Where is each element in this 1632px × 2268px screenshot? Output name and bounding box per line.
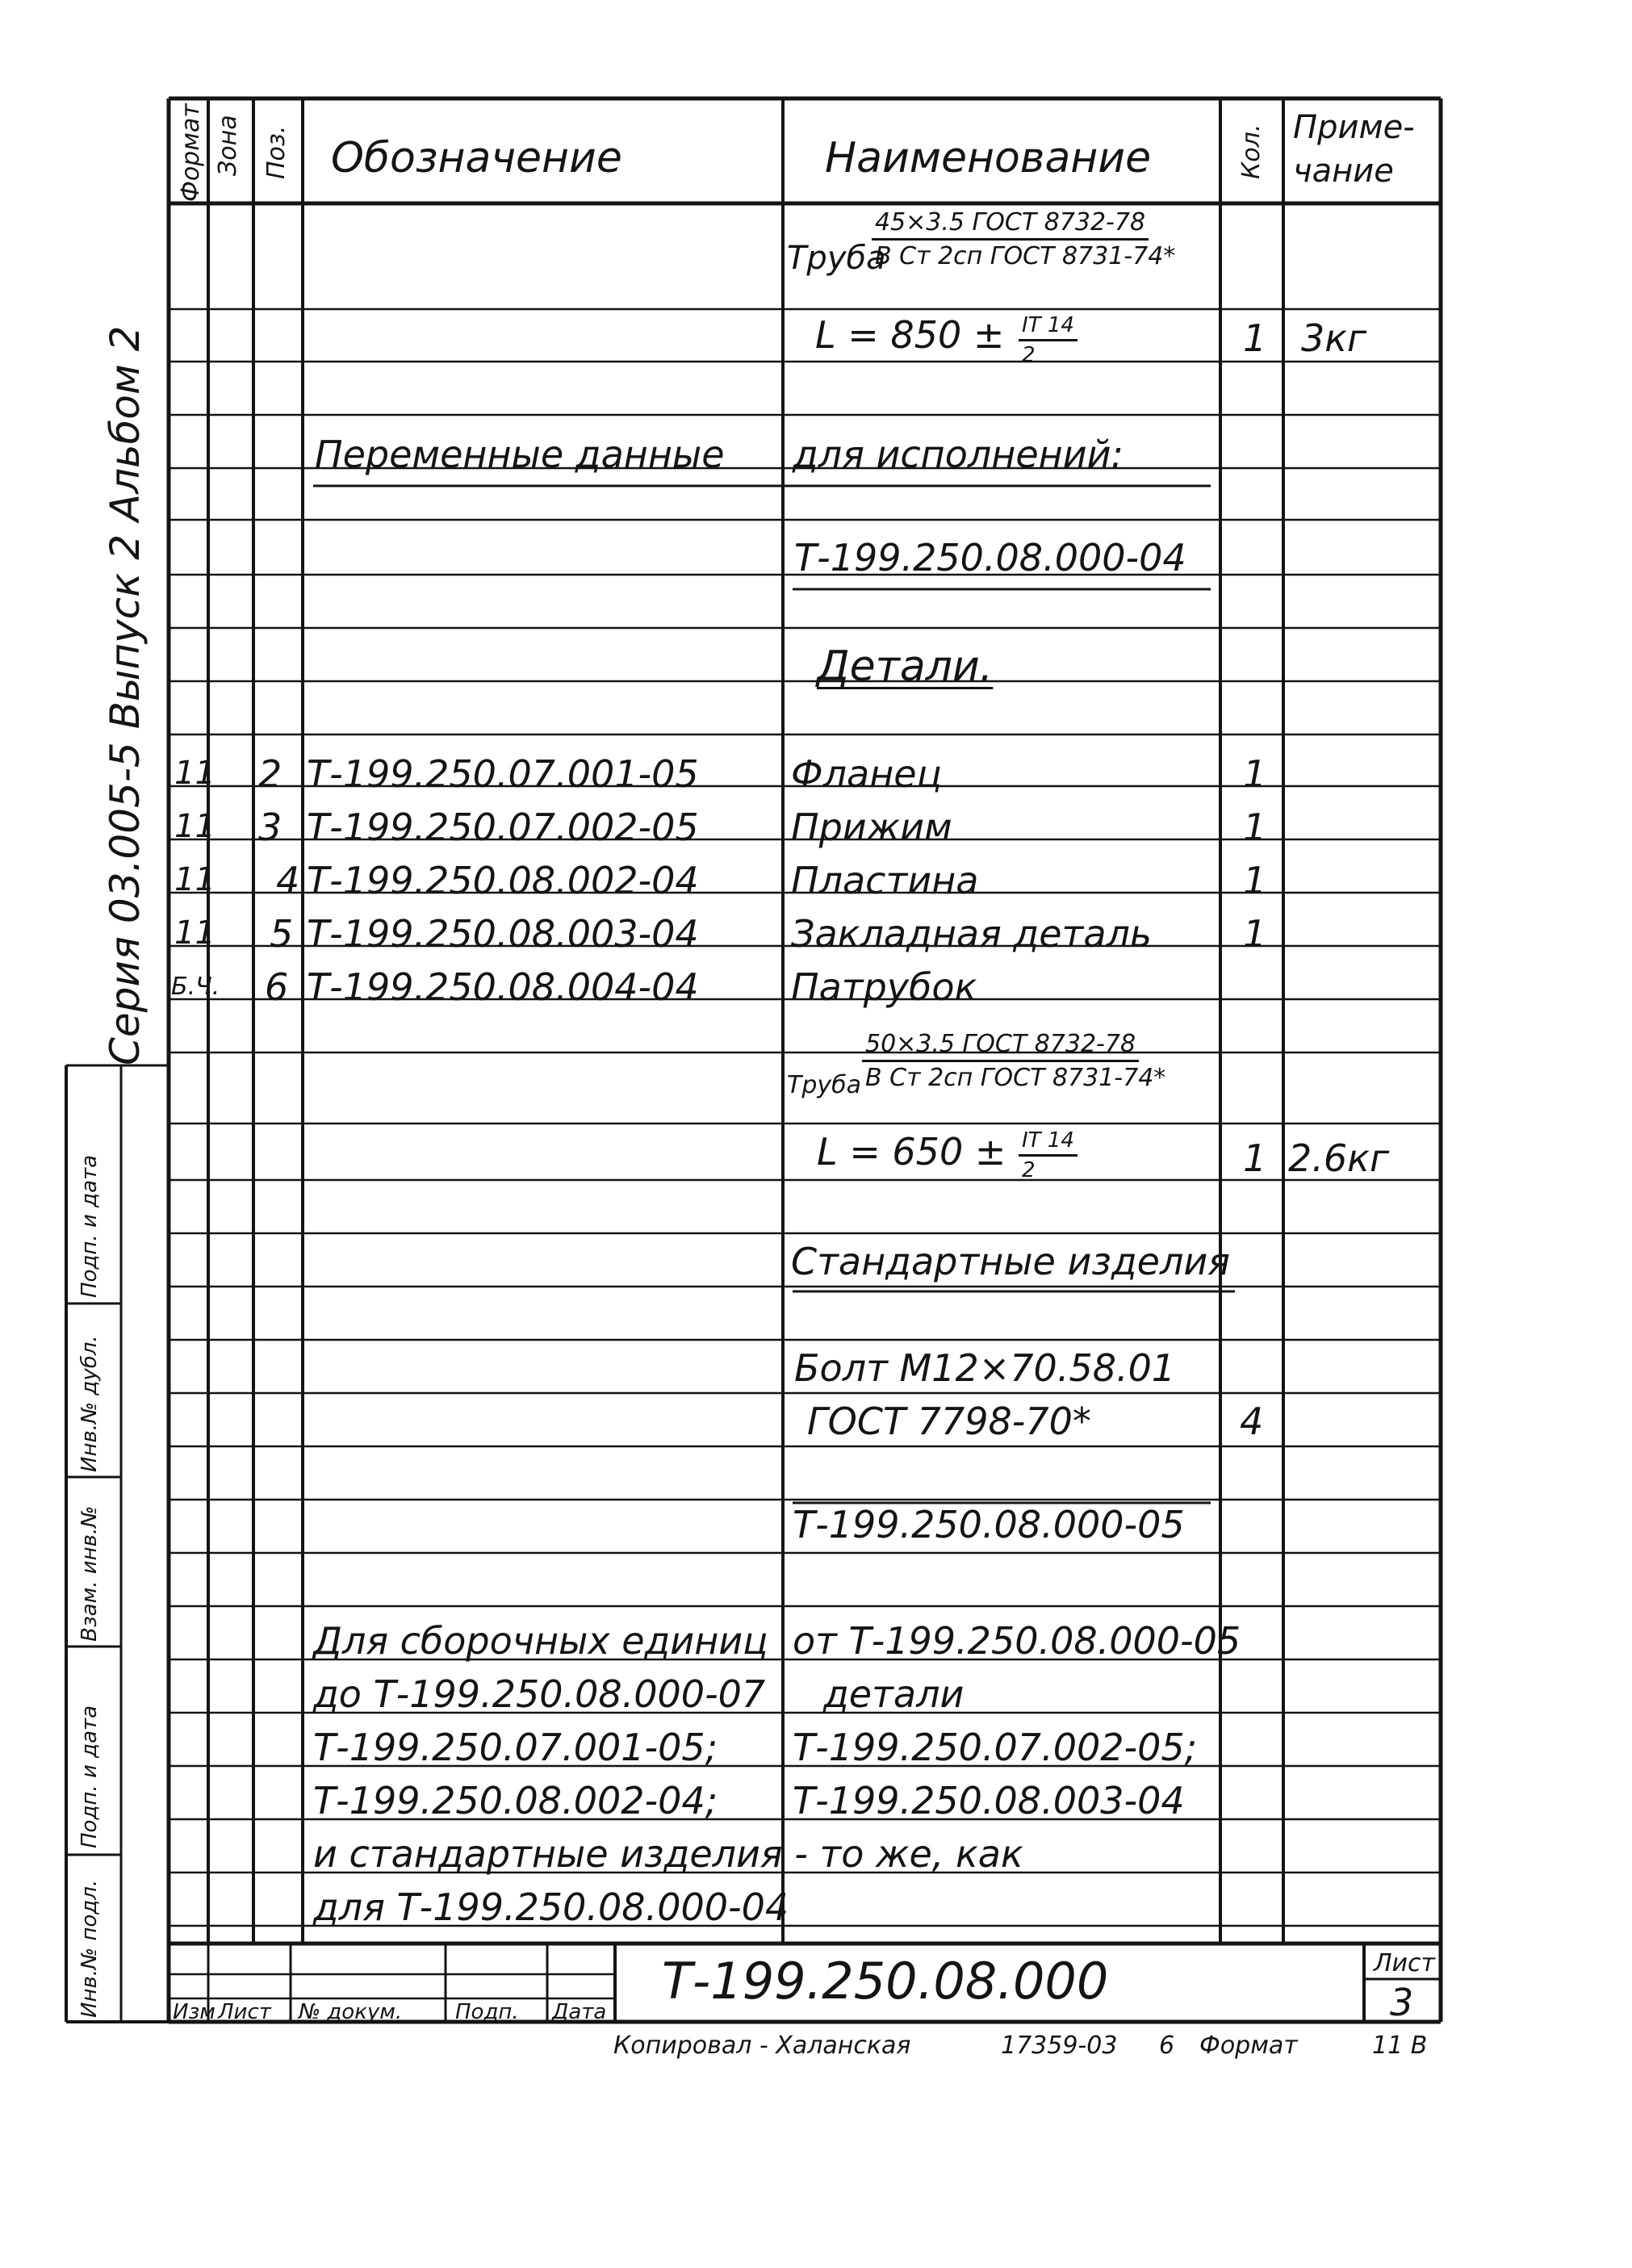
title-ndoc: № докум. (299, 2000, 403, 2024)
item-quantity: 1 (1243, 752, 1267, 796)
sheet-number: 3 (1390, 1981, 1414, 2024)
title-data: Дата (552, 2000, 607, 2024)
note-line1-b: от Т-199.250.08.000-05 (793, 1619, 1241, 1663)
variable-data-heading-b: для исполнений: (793, 433, 1124, 476)
pipe2-prefix: Труба (787, 1071, 862, 1099)
title-podp: Подп. (455, 2000, 519, 2024)
title-list: Лист (218, 2000, 271, 2024)
stamp-inv-dubl: Инв.№ дубл. (77, 1335, 102, 1472)
header-zone: Зона (214, 115, 242, 176)
pipe2-denominator: В Ст 2сп ГОСТ 8731-74* (865, 1064, 1166, 1092)
length2-tolerance (1019, 1128, 1078, 1182)
note-line2-a: до Т-199.250.08.000-07 (313, 1672, 766, 1716)
pipe1-numerator: 45×3.5 ГОСТ 8732-78 (872, 208, 1149, 241)
stamp-podp-date-1: Подп. и дата (77, 1705, 102, 1848)
pipe2-numerator: 50×3.5 ГОСТ 8732-78 (862, 1030, 1139, 1062)
item-designation: Т-199.250.08.003-04 (307, 912, 699, 956)
item-position: 5 (270, 912, 294, 956)
length1: L = 850 ± (815, 313, 1005, 357)
footer-copied-by: Копировал - Халанская (613, 2032, 911, 2060)
header-designation: Обозначение (331, 134, 622, 182)
note-line5: и стандартные изделия - то же, как (313, 1832, 1023, 1876)
item-position: 4 (276, 859, 300, 902)
length1-note: 3кг (1301, 316, 1367, 360)
length1-tol-den: 2 (1022, 343, 1036, 367)
pipe2-fraction (862, 1030, 1169, 1092)
title-izm: Изм (173, 2000, 216, 2024)
item-format: 11 (174, 861, 216, 898)
note-line6: для Т-199.250.08.000-04 (313, 1885, 789, 1929)
item-quantity: 1 (1243, 912, 1267, 956)
standard-items-heading: Стандартные изделия (791, 1240, 1230, 1283)
footer-code: 17359-03 (1001, 2032, 1118, 2060)
item-format: 11 (174, 755, 216, 792)
item-quantity: 1 (1243, 859, 1267, 902)
length2: L = 650 ± (817, 1130, 1006, 1174)
length2-qty: 1 (1243, 1136, 1267, 1180)
length2-tol-num: IT 14 (1019, 1128, 1078, 1157)
item-format: 11 (174, 914, 216, 952)
note-line2-b: детали (823, 1672, 965, 1716)
item-quantity: 1 (1243, 806, 1267, 849)
item-format: Б.Ч. (171, 973, 220, 1001)
item-designation: Т-199.250.07.001-05 (307, 752, 699, 796)
item-position: 6 (265, 965, 289, 1009)
header-quantity: Кол. (1237, 123, 1266, 179)
item-designation: Т-199.250.08.002-04 (307, 859, 699, 902)
note-line1-a: Для сборочных единиц (313, 1619, 768, 1663)
item-position: 2 (258, 752, 282, 796)
note-line4-b: Т-199.250.08.003-04 (793, 1779, 1185, 1822)
item-name: Прижим (791, 806, 952, 849)
note-line3-a: Т-199.250.07.001-05; (313, 1726, 718, 1769)
length1-tol-num: IT 14 (1019, 313, 1078, 341)
stamp-podp-date-2: Подп. и дата (77, 1154, 102, 1298)
header-name: Наименование (825, 134, 1152, 182)
footer-sheet-mark: 6 (1159, 2032, 1175, 2060)
item-name: Фланец (791, 752, 942, 796)
item-designation: Т-199.250.07.002-05 (307, 806, 699, 849)
item-name: Патрубок (791, 965, 977, 1009)
stamp-vzam-inv: Взам. инв.№ (77, 1505, 102, 1642)
item-designation: Т-199.250.08.004-04 (307, 965, 699, 1009)
pipe1-denominator: В Ст 2сп ГОСТ 8731-74* (875, 242, 1176, 270)
item-name: Закладная деталь (791, 912, 1153, 956)
item-position: 3 (258, 806, 282, 849)
length1-tolerance (1019, 313, 1078, 367)
document-number: Т-199.250.08.000 (662, 1952, 1109, 2011)
header-note-line1: Приме- (1293, 109, 1415, 146)
length1-qty: 1 (1243, 316, 1267, 360)
bolt-qty: 4 (1240, 1400, 1264, 1443)
item-format: 11 (174, 808, 216, 845)
header-position: Поз. (262, 125, 291, 179)
bolt-line1: Болт М12×70.58.01 (794, 1346, 1176, 1390)
length2-note: 2.6кг (1288, 1136, 1390, 1180)
sheet-label: Лист (1374, 1949, 1436, 1977)
variant-05: Т-199.250.08.000-05 (793, 1503, 1185, 1546)
bolt-line2: ГОСТ 7798-70* (807, 1400, 1091, 1443)
variant-04: Т-199.250.08.000-04 (794, 536, 1186, 580)
pipe1-prefix: Труба (787, 240, 886, 277)
stamp-inv-podl: Инв.№ подл. (77, 1879, 102, 2018)
length2-tol-den: 2 (1022, 1158, 1036, 1182)
header-format: Формат (177, 103, 205, 202)
footer-format-label: Формат (1199, 2032, 1298, 2060)
item-name: Пластина (791, 859, 979, 902)
footer-format-value: 11 В (1372, 2032, 1428, 2060)
header-note-line2: чание (1293, 153, 1394, 190)
variable-data-heading-a: Переменные данные (315, 433, 725, 476)
pipe1-fraction (872, 208, 1178, 270)
details-heading: Детали. (817, 642, 994, 691)
series-title: Серия 03.005-5 Выпуск 2 Альбом 2 (102, 325, 149, 1065)
note-line3-b: Т-199.250.07.002-05; (793, 1726, 1198, 1769)
note-line4-a: Т-199.250.08.002-04; (313, 1779, 718, 1822)
